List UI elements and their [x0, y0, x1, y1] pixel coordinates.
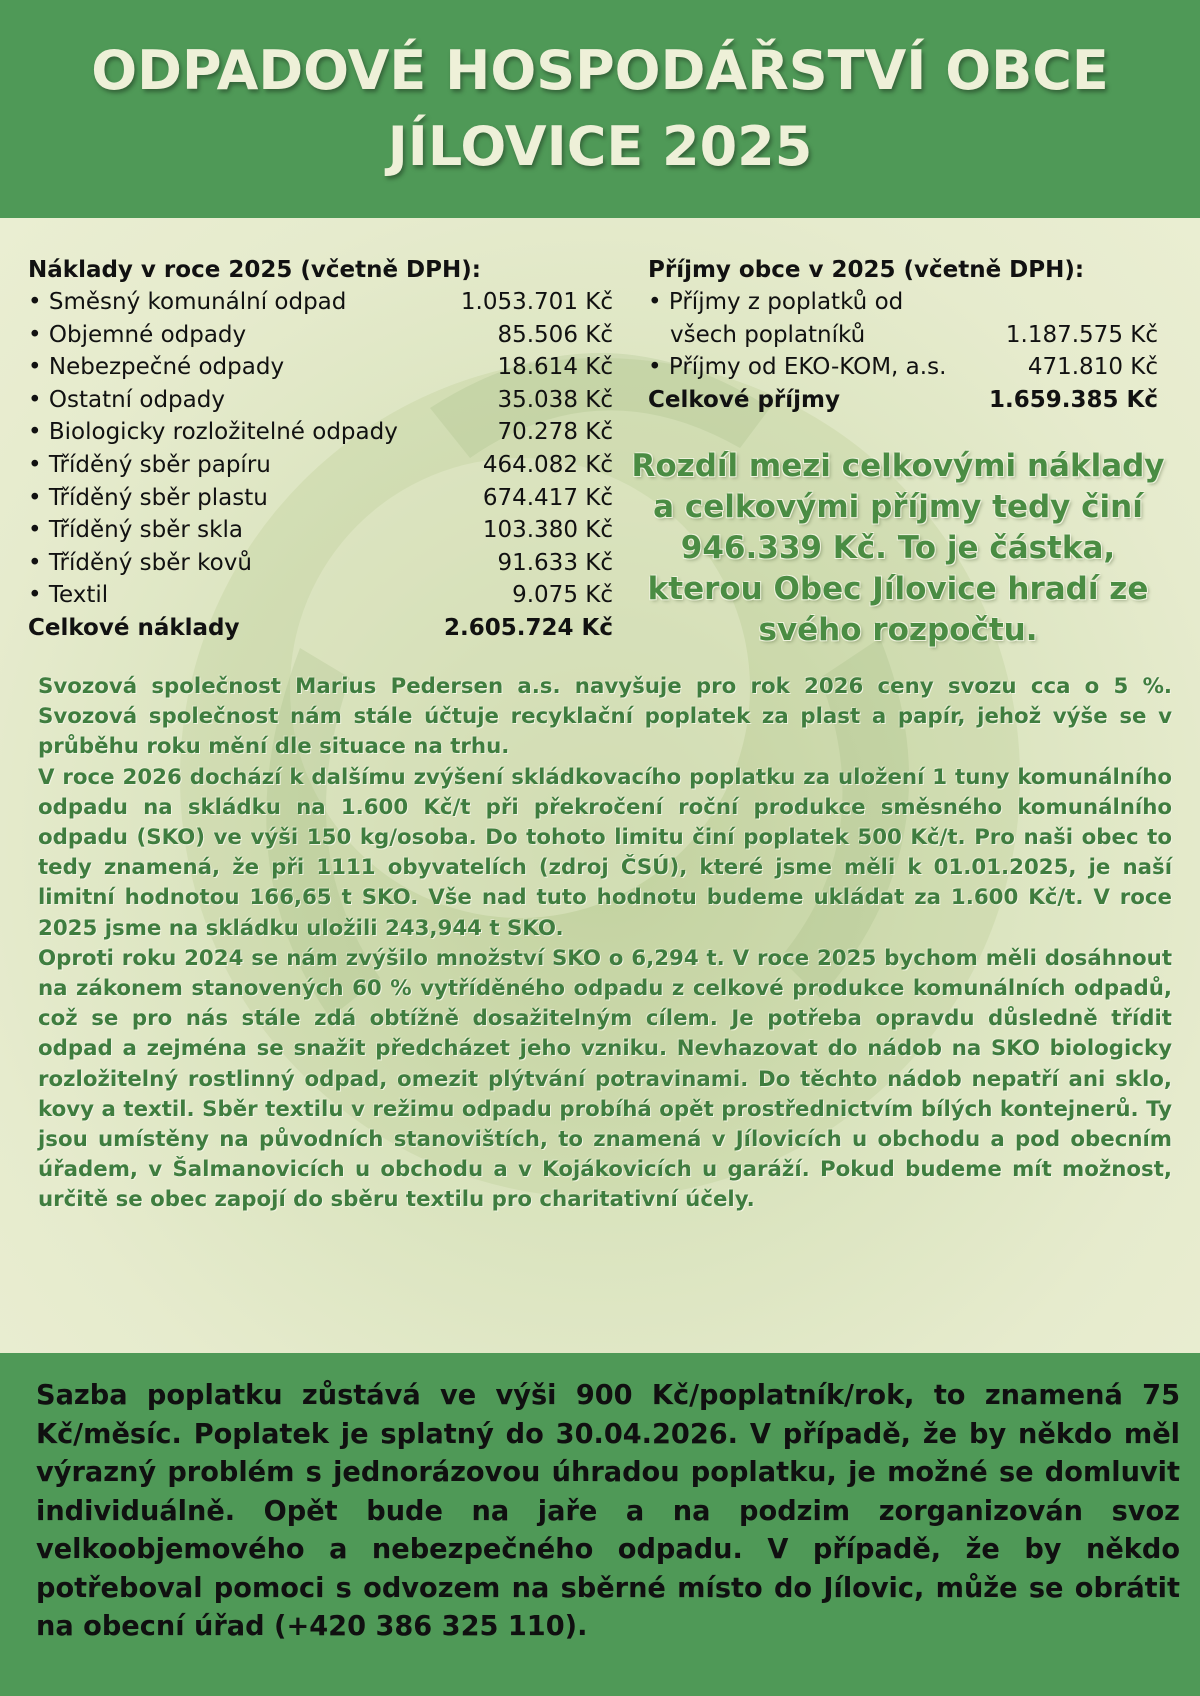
cost-row [28, 286, 613, 319]
income-row [648, 286, 1158, 319]
main-content [0, 218, 1200, 1353]
info-text [38, 672, 1172, 1216]
cost-total-label: Celkové náklady [28, 614, 240, 641]
cost-row [28, 547, 613, 580]
cost-label: • Tříděný sběr plastu [28, 484, 268, 511]
difference-line: a celkovými příjmy tedy činí [653, 489, 1143, 525]
cost-value: 9.075 Kč [512, 582, 613, 609]
cost-row [28, 449, 613, 482]
cost-label: • Ostatní odpady [28, 386, 225, 413]
cost-row [28, 579, 613, 612]
cost-label: • Tříděný sběr papíru [28, 451, 271, 478]
income-total-row [648, 384, 1158, 417]
header-banner [0, 0, 1200, 218]
fee-notice: Sazba poplatku zůstává ve výši 900 Kč/poplatník/rok, to znamená 75 Kč/měsíc. Poplatek je splatný do 30.04.2026. V případě, že by někdo měl výrazný problém s jednorázovou úhradou poplatku, je možné se domluvit individuálně. Opět bude na jaře a na podzim zorganizován svoz velkoobjemového a nebezpečného odpadu. V případě, že by někdo potřeboval pomoci s odvozem na sběrné místo do Jílovic, může se obrátit na obecní úřad (+420 386 325 110). [36, 1380, 1180, 1642]
income-label-continued: všech poplatníků [670, 321, 866, 348]
difference-callout [628, 446, 1168, 651]
cost-row [28, 514, 613, 547]
info-paragraph: Oproti roku 2024 se nám zvýšilo množství SKO o 6,294 t. V roce 2025 bychom měli dosáhnout na zákonem stanovených 60 % vytříděného odpadu z celkové produkce komunálních odpadů, což se pro nás stále zdá obtížně dosažitelným cílem. Je potřeba opravdu důsledně třídit odpad a zejména se snažit předcházet jeho vzniku. Nevhazovat do nádob na SKO biologicky rozložitelný rostlinný odpad, omezit plýtvání potravinami. Do těchto nádob nepatří ani sklo, kovy a textil. Sběr textilu v režimu odpadu probíhá opět prostřednictvím bílých kontejnerů. Ty jsou umístěny na původních stanovištích, to znamená v Jílovicích u obchodu a pod obecním úřadem, v Šalmanovicích u obchodu a v Kojákovicích u garáží. Pokud budeme mít možnost, určitě se obec zapojí do sběru textilu pro charitativní účely. [38, 945, 1172, 1213]
cost-label: • Textil [28, 582, 109, 609]
cost-label: • Směsný komunální odpad [28, 289, 347, 315]
page-title-line-2: JÍLOVICE 2025 [387, 115, 813, 178]
income-row [648, 351, 1158, 384]
income-value: 471.810 Kč [1027, 354, 1158, 381]
cost-value: 1.053.701 Kč [460, 289, 613, 315]
income-heading: Příjmy obce v 2025 (včetně DPH): [648, 257, 1085, 283]
cost-value: 91.633 Kč [497, 549, 613, 576]
cost-value: 70.278 Kč [497, 419, 613, 446]
page-title-line-1: ODPADOVÉ HOSPODÁŘSTVÍ OBCE [91, 39, 1109, 102]
cost-value: 35.038 Kč [497, 386, 613, 413]
income-label: • Příjmy z poplatků od [648, 289, 904, 315]
income-total-label: Celkové příjmy [648, 386, 840, 413]
difference-line: 946.339 Kč. To je částka, [680, 530, 1116, 566]
info-paragraph: V roce 2026 dochází k dalšímu zvýšení skládkovacího poplatku za uložení 1 tuny komunálního odpadu na skládku na 1.600 Kč/t při překročení roční produkce směsného komunálního odpadu (SKO) ve výši 150 kg/osoba. Do tohoto limitu činí poplatek 500 Kč/t. Pro naši obec to tedy znamená, že při 1111 obyvatelích (zdroj ČSÚ), které jsme měli k 01.01.2025, je naší limitní hodnotou 166,65 t SKO. Vše nad tuto hodnotu budeme ukládat za 1.600 Kč/t. V roce 2025 jsme na skládku uložili 243,944 t SKO. [38, 764, 1172, 941]
cost-value: 103.380 Kč [482, 517, 613, 544]
cost-value: 674.417 Kč [482, 484, 613, 511]
income-section [648, 254, 1158, 416]
cost-value: 85.506 Kč [497, 321, 613, 348]
cost-row [28, 416, 613, 449]
income-label: • Příjmy od EKO-KOM, a.s. [648, 354, 947, 381]
costs-section [28, 254, 613, 645]
cost-label: • Nebezpečné odpady [28, 354, 285, 381]
difference-line: kterou Obec Jílovice hradí ze [647, 571, 1149, 607]
cost-value: 464.082 Kč [482, 451, 613, 478]
cost-total-row [28, 612, 613, 645]
cost-label: • Objemné odpady [28, 321, 247, 348]
income-total-value: 1.659.385 Kč [989, 386, 1158, 413]
difference-line: Rozdíl mezi celkovými náklady [631, 448, 1165, 484]
difference-line: svého rozpočtu. [758, 612, 1038, 648]
cost-label: • Tříděný sběr kovů [28, 549, 252, 576]
cost-label: • Tříděný sběr skla [28, 517, 243, 544]
cost-total-value: 2.605.724 Kč [444, 614, 613, 641]
income-row [648, 319, 1158, 352]
cost-row [28, 482, 613, 515]
footer-banner [0, 1353, 1200, 1696]
info-paragraph: Svozová společnost Marius Pedersen a.s. navyšuje pro rok 2026 ceny svozu cca o 5 %. Svozová společnost nám stále účtuje recyklační poplatek za plast a papír, jehož výše se v průběhu roku mění dle situace na trhu. [38, 674, 1172, 760]
cost-row [28, 384, 613, 417]
cost-row [28, 351, 613, 384]
cost-value: 18.614 Kč [497, 354, 613, 381]
cost-label: • Biologicky rozložitelné odpady [28, 419, 398, 446]
cost-row [28, 319, 613, 352]
costs-heading: Náklady v roce 2025 (včetně DPH): [28, 257, 481, 283]
income-value: 1.187.575 Kč [1005, 321, 1158, 348]
